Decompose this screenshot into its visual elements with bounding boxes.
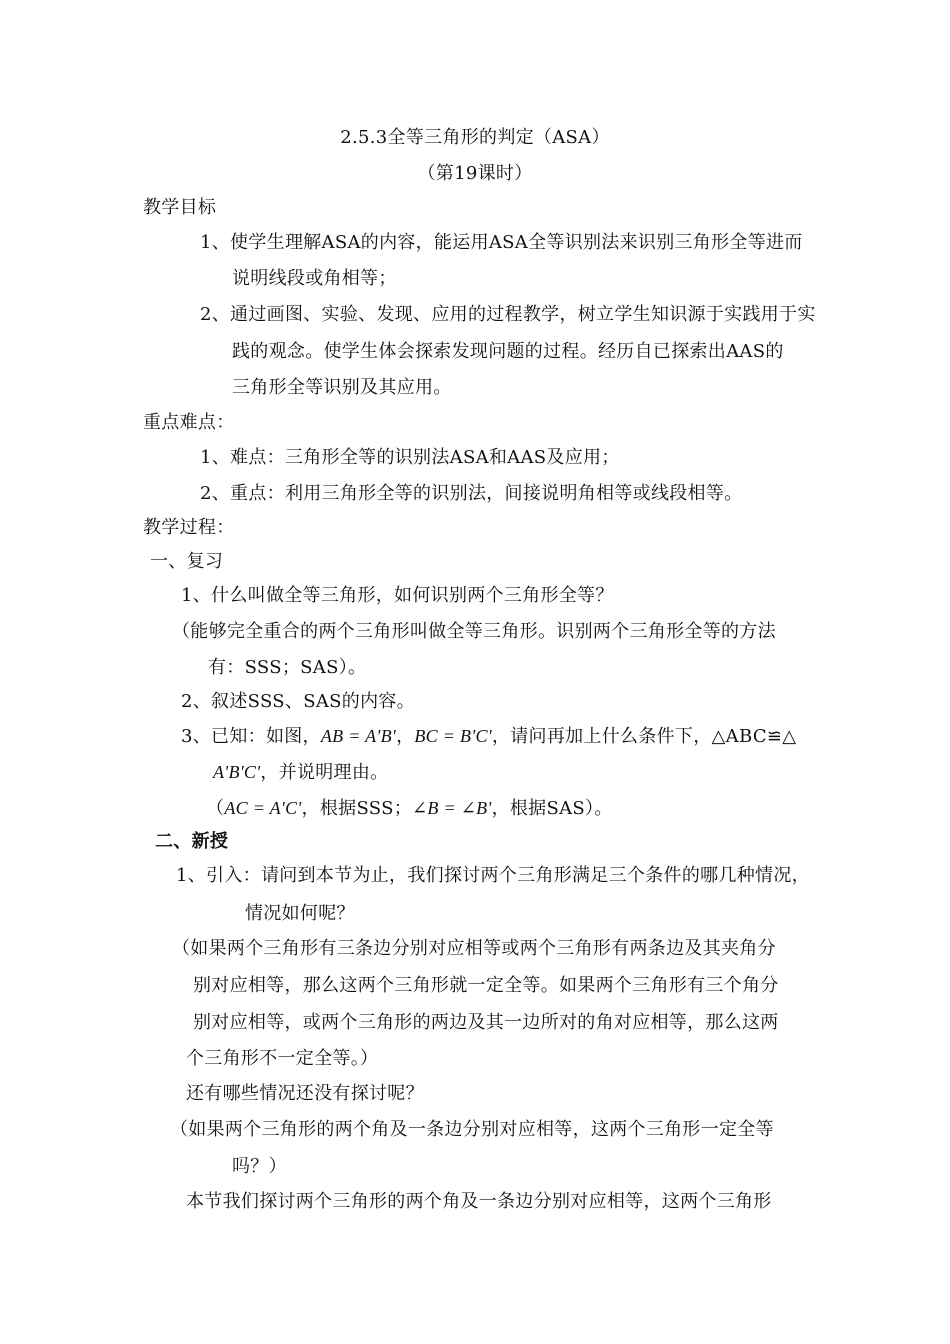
q3-end: ，并说明理由。 <box>260 762 389 783</box>
lesson-statement: 本节我们探讨两个三角形的两个角及一条边分别对应相等，这两个三角形 <box>186 1191 772 1212</box>
a3-math-ac: AC = A'C' <box>224 798 302 818</box>
new-lesson-heading: 二、新授 <box>155 831 229 852</box>
intro-answer-line-4: 个三角形不一定全等。） <box>186 1048 379 1069</box>
a3-math-angle: ∠B = ∠B' <box>412 798 492 818</box>
a3-open: （ <box>206 798 225 819</box>
page-subtitle: （第19课时） <box>417 163 533 184</box>
intro-line-1: 1、引入：请问到本节为止，我们探讨两个三角形满足三个条件的哪几种情况， <box>176 865 810 886</box>
review-question-2: 2、叙述SSS、SAS的内容。 <box>181 691 415 712</box>
key-point-2: 2、重点：利用三角形全等的识别法，间接说明角相等或线段相等。 <box>200 483 743 504</box>
review-question-3-line-2 <box>213 760 388 785</box>
goal-2-line-2: 践的观念。使学生体会探索发现问题的过程。经历自已探索出AAS的 <box>232 341 784 362</box>
intro-answer-line-3: 别对应相等，或两个三角形的两边及其一边所对的角对应相等，那么这两 <box>193 1012 779 1033</box>
a3-mid: ，根据SSS； <box>301 798 413 819</box>
key-points-heading: 重点难点： <box>143 412 235 433</box>
key-point-1: 1、难点：三角形全等的识别法ASA和AAS及应用； <box>200 447 620 468</box>
intro-line-2: 情况如何呢？ <box>245 903 355 924</box>
goals-heading: 教学目标 <box>143 197 217 218</box>
review-question-1: 1、什么叫做全等三角形，如何识别两个三角形全等？ <box>181 585 614 606</box>
q3-separator: ， <box>396 726 415 747</box>
remaining-cases-answer-line-1: （如果两个三角形的两个角及一条边分别对应相等，这两个三角形一定全等 <box>170 1119 774 1140</box>
goal-2-line-1: 2、通过画图、实验、发现、应用的过程教学，树立学生知识源于实践用于实 <box>200 304 816 325</box>
page-title: 2.5.3全等三角形的判定（ASA） <box>340 127 610 148</box>
review-answer-1-line-2: 有：SSS；SAS）。 <box>208 657 367 678</box>
q3-suffix: ，请问再加上什么条件下，△ABC≌△ <box>491 726 797 747</box>
q3-prefix: 3、已知：如图， <box>181 726 321 747</box>
process-heading: 教学过程： <box>143 517 235 538</box>
q3-math-bc: BC = B'C' <box>414 726 492 746</box>
goal-2-line-3: 三角形全等识别及其应用。 <box>232 377 452 398</box>
q3-math-triangle: A'B'C' <box>213 762 261 782</box>
review-question-3-line-1 <box>181 724 796 749</box>
remaining-cases-answer-line-2: 吗？） <box>232 1156 287 1177</box>
review-answer-3 <box>206 796 613 821</box>
remaining-cases-question: 还有哪些情况还没有探讨呢？ <box>186 1083 424 1104</box>
review-answer-1-line-1: （能够完全重合的两个三角形叫做全等三角形。识别两个三角形全等的方法 <box>172 621 776 642</box>
review-heading: 一、复习 <box>150 551 224 572</box>
goal-1-line-2: 说明线段或角相等； <box>232 268 397 289</box>
goal-1-line-1: 1、使学生理解ASA的内容，能运用ASA全等识别法来识别三角形全等进而 <box>200 232 803 253</box>
a3-end: ，根据SAS）。 <box>491 798 613 819</box>
intro-answer-line-1: （如果两个三角形有三条边分别对应相等或两个三角形有两条边及其夹角分 <box>172 938 776 959</box>
intro-answer-line-2: 别对应相等，那么这两个三角形就一定全等。如果两个三角形有三个角分 <box>193 975 779 996</box>
q3-math-ab: AB = A'B' <box>320 726 397 746</box>
